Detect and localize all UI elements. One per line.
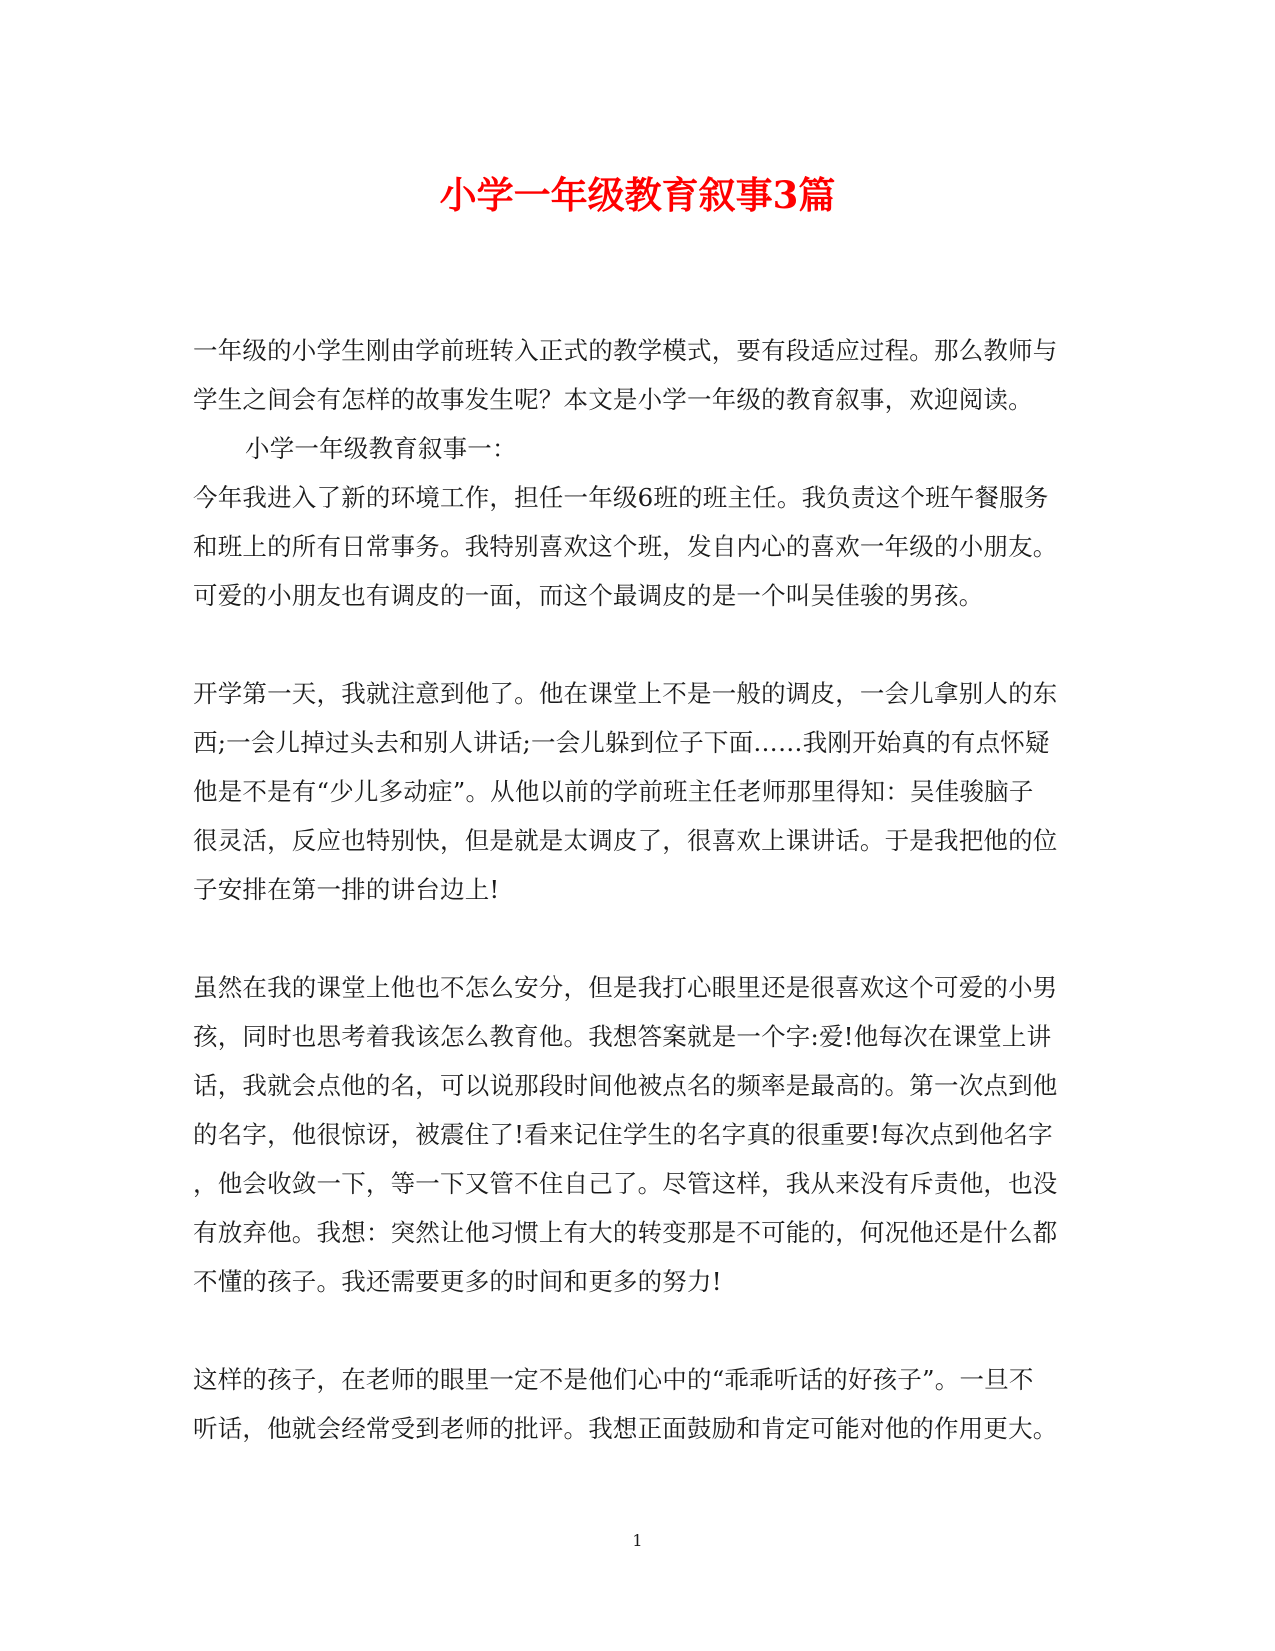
paragraph-line: 今年我进入了新的环境工作，担任一年级6班的班主任。我负责这个班午餐服务 — [193, 483, 1049, 512]
paragraph-line: 虽然在我的课堂上他也不怎么安分，但是我打心眼里还是很喜欢这个可爱的小男 — [193, 973, 1058, 1002]
paragraph-line: 听话，他就会经常受到老师的批评。我想正面鼓励和肯定可能对他的作用更大。 — [193, 1414, 1058, 1443]
document-body — [193, 326, 1073, 1453]
paragraph-2 — [193, 669, 1073, 914]
paragraph-spacer — [193, 620, 1073, 669]
page-number: 1 — [632, 1531, 643, 1550]
paragraph-line: 和班上的所有日常事务。我特别喜欢这个班，发自内心的喜欢一年级的小朋友。 — [193, 532, 1058, 561]
paragraph-line: 可爱的小朋友也有调皮的一面，而这个最调皮的是一个叫吴佳骏的男孩。 — [193, 581, 984, 610]
paragraph-line: 的名字，他很惊讶，被震住了!看来记住学生的名字真的很重要!每次点到他名字 — [193, 1120, 1053, 1149]
section-heading: 小学一年级教育叙事一： — [245, 434, 517, 463]
paragraph-line: 话，我就会点他的名，可以说那段时间他被点名的频率是最高的。第一次点到他 — [193, 1071, 1058, 1100]
paragraph-line: 西;一会儿掉过头去和别人讲话;一会儿躲到位子下面……我刚开始真的有点怀疑 — [193, 728, 1050, 757]
paragraph-line: 这样的孩子，在老师的眼里一定不是他们心中的“乖乖听话的好孩子”。一旦不 — [193, 1365, 1034, 1394]
paragraph-line: 有放弃他。我想：突然让他习惯上有大的转变那是不可能的，何况他还是什么都 — [193, 1218, 1058, 1247]
paragraph-3 — [193, 963, 1073, 1306]
intro-line: 一年级的小学生刚由学前班转入正式的教学模式，要有段适应过程。那么教师与 — [193, 336, 1058, 365]
paragraph-4 — [193, 1355, 1073, 1453]
paragraph-line: ，他会收敛一下，等一下又管不住自己了。尽管这样，我从来没有斥责他，也没 — [193, 1169, 1058, 1198]
paragraph-line: 开学第一天，我就注意到他了。他在课堂上不是一般的调皮，一会儿拿别人的东 — [193, 679, 1058, 708]
paragraph-spacer — [193, 914, 1073, 963]
paragraph-1 — [193, 473, 1073, 620]
document-title: 小学一年级教育叙事3篇 — [439, 173, 836, 217]
paragraph-line: 孩，同时也思考着我该怎么教育他。我想答案就是一个字:爱!他每次在课堂上讲 — [193, 1022, 1052, 1051]
paragraph-spacer — [193, 1306, 1073, 1355]
paragraph-line: 他是不是有“少儿多动症”。从他以前的学前班主任老师那里得知：吴佳骏脑子 — [193, 777, 1034, 806]
paragraph-line: 很灵活，反应也特别快，但是就是太调皮了，很喜欢上课讲话。于是我把他的位 — [193, 826, 1058, 855]
intro-line: 学生之间会有怎样的故事发生呢？本文是小学一年级的教育叙事，欢迎阅读。 — [193, 385, 1033, 414]
paragraph-line: 子安排在第一排的讲台边上! — [193, 875, 500, 904]
paragraph-line: 不懂的孩子。我还需要更多的时间和更多的努力! — [193, 1267, 722, 1296]
intro-paragraph — [193, 326, 1073, 424]
